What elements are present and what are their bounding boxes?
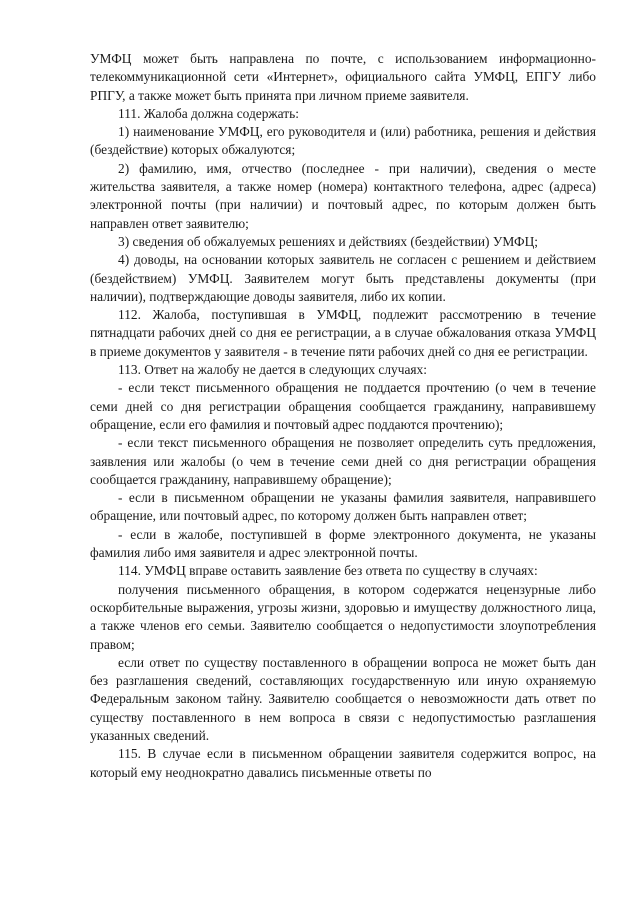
paragraph: получения письменного обращения, в котором содержатся нецензурные либо оскорбительные выражения, угрозы жизни, здоровью и имуществу должностного лица, а также членов его семьи. Заявителю сообщается о недопустимости злоупотребления правом; — [90, 581, 596, 652]
paragraph: 112. Жалоба, поступившая в УМФЦ, подлежит рассмотрению в течение пятнадцати рабочих дней со дня ее регистрации, а в случае обжалования отказа УМФЦ в приеме документов у заявителя - в течение пяти рабочих дней со дня ее регистрации. — [90, 307, 596, 359]
paragraph: 111. Жалоба должна содержать: — [118, 105, 299, 121]
paragraph: - если текст письменного обращения не позволяет определить суть предложения, заявления или жалобы (о чем в течение семи дней со дня регистрации обращения сообщается гражданину, направившему обращение); — [90, 435, 596, 487]
paragraph: - если текст письменного обращения не поддается прочтению (о чем в течение семи дней со дня регистрации обращения сообщается гражданину, направившему обращение, если его фамилия и почтовый адрес поддаются прочтению); — [90, 380, 596, 432]
paragraph: 115. В случае если в письменном обращении заявителя содержится вопрос, на который ему неоднократно давались письменные ответы по — [90, 746, 596, 780]
paragraph: - если в жалобе, поступившей в форме электронного документа, не указаны фамилия либо имя заявителя и адрес электронной почты. — [90, 526, 596, 561]
paragraph: 2) фамилию, имя, отчество (последнее - при наличии), сведения о месте жительства заявителя, а также номер (номера) контактного телефона, адрес (адреса) электронной почты (при наличии) и почтовый адрес, по которым должен быть направлен ответ заявителю; — [90, 160, 596, 231]
paragraph: 114. УМФЦ вправе оставить заявление без ответа по существу в случаях: — [118, 563, 538, 579]
paragraph: 4) доводы, на основании которых заявитель не согласен с решением и действием (бездействием) УМФЦ. Заявителем могут быть представлены документы (при наличии), подтверждающие доводы заявителя, либо их копии. — [90, 252, 596, 304]
paragraph: если ответ по существу поставленного в обращении вопроса не может быть дан без разглашения сведений, составляющих государственную или иную охраняемую Федеральным законом тайну. Заявителю сообщается о невозможности дать ответ по существу поставленного в нем вопроса в связи с недопустимостью разглашения указанных сведений. — [90, 654, 596, 743]
document-body — [90, 50, 596, 782]
paragraph: УМФЦ может быть направлена по почте, с использованием информационно-телекоммуникационной сети «Интернет», официального сайта УМФЦ, ЕПГУ либо РПГУ, а также может быть принята при личном приеме заявителя. — [90, 51, 596, 103]
paragraph: - если в письменном обращении не указаны фамилия заявителя, направившего обращение, или почтовый адрес, по которому должен быть направлен ответ; — [90, 490, 596, 524]
paragraph: 113. Ответ на жалобу не дается в следующих случаях: — [118, 362, 427, 378]
paragraph: 3) сведения об обжалуемых решениях и действиях (бездействии) УМФЦ; — [118, 233, 539, 249]
paragraph: 1) наименование УМФЦ, его руководителя и (или) работника, решения и действия (бездействие) которых обжалуются; — [90, 124, 596, 158]
